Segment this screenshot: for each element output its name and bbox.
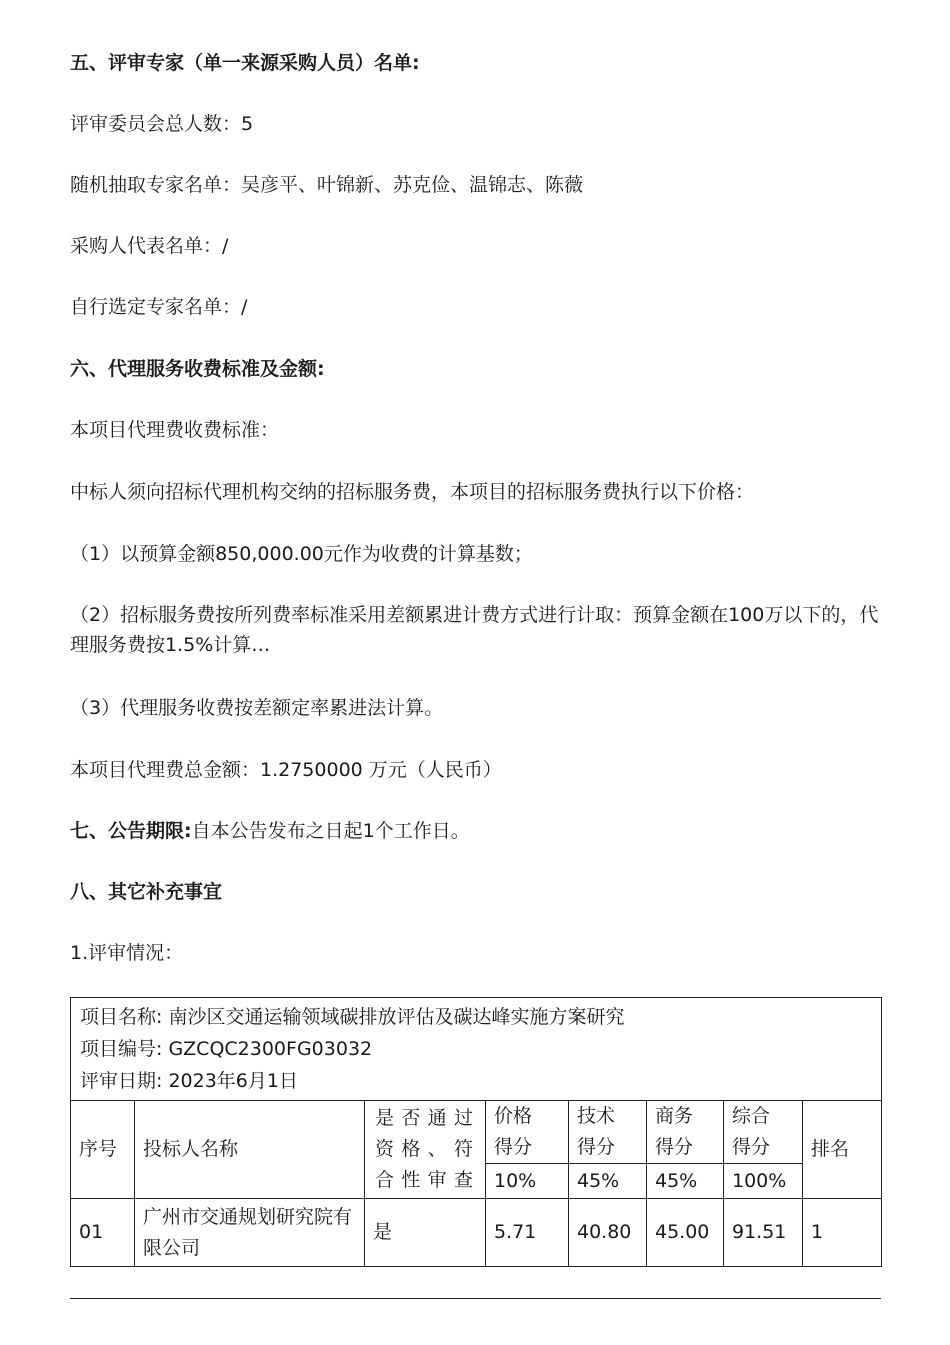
row-seq: 01: [71, 1199, 135, 1267]
row-total: 91.51: [724, 1199, 803, 1267]
header-tech-line-2: 得分: [577, 1136, 616, 1158]
header-biz: [647, 1101, 724, 1164]
fee-standard: 本项目代理费收费标准：: [70, 419, 280, 441]
bottom-divider: [70, 1298, 881, 1299]
header-pass-line-3: 合性审查: [375, 1169, 475, 1191]
header-price: [486, 1101, 569, 1164]
header-bidder: 投标人名称: [135, 1101, 365, 1199]
header-total-line-1: 综合: [732, 1105, 771, 1127]
header-total-line-2: 得分: [732, 1136, 771, 1158]
header-tech-weight: 45%: [569, 1164, 647, 1199]
header-rank: 排名: [803, 1101, 882, 1199]
review-table: [70, 997, 881, 1267]
table-row: [71, 1199, 882, 1267]
row-pass: 是: [365, 1199, 486, 1267]
section-7: [70, 816, 882, 846]
header-seq: 序号: [71, 1101, 135, 1199]
section-8-heading: 八、其它补充事宜: [70, 881, 223, 903]
header-pass-line-1: 是否通过: [375, 1107, 475, 1129]
section-5-heading: 五、评审专家（单一来源采购人员）名单:: [70, 52, 420, 74]
header-price-line-2: 得分: [494, 1136, 533, 1158]
project-name: 项目名称: 南沙区交通运输领域碳排放评估及碳达峰实施方案研究: [80, 1006, 625, 1028]
row-bidder: 广州市交通规划研究院有限公司: [135, 1199, 365, 1267]
header-biz-line-1: 商务: [655, 1105, 694, 1127]
review-date: 评审日期: 2023年6月1日: [80, 1070, 298, 1092]
header-biz-line-2: 得分: [655, 1136, 694, 1158]
section-7-heading: 七、公告期限:: [70, 820, 192, 842]
header-biz-weight: 45%: [647, 1164, 724, 1199]
fee-intro: 中标人须向招标代理机构交纳的招标服务费，本项目的招标服务费执行以下价格：: [70, 481, 755, 503]
header-tech-line-1: 技术: [577, 1105, 616, 1127]
review-subheading: 1.评审情况：: [70, 942, 184, 964]
header-pass: [365, 1101, 486, 1199]
fee-total: 本项目代理费总金额：1.2750000 万元（人民币）: [70, 759, 502, 781]
committee-total: 评审委员会总人数：5: [70, 113, 254, 135]
fee-item-2: （2）招标服务费按所列费率标准采用差额累进计费方式进行计取：预算金额在100万以下的，代理服务费按1.5%计算…: [70, 604, 879, 656]
header-price-line-1: 价格: [494, 1105, 533, 1127]
header-pass-line-2: 资格、符: [375, 1138, 475, 1160]
row-biz: 45.00: [647, 1199, 724, 1267]
self-selected-experts: 自行选定专家名单：/: [70, 296, 248, 318]
project-number: 项目编号: GZCQC2300FG03032: [80, 1038, 373, 1060]
row-rank: 1: [803, 1199, 882, 1267]
header-total-weight: 100%: [724, 1164, 803, 1199]
header-price-weight: 10%: [486, 1164, 569, 1199]
fee-item-1: （1）以预算金额850,000.00元作为收费的计算基数；: [70, 543, 533, 565]
section-6-heading: 六、代理服务收费标准及金额:: [70, 358, 325, 380]
row-price: 5.71: [486, 1199, 569, 1267]
project-info: [71, 998, 882, 1101]
fee-item-3: （3）代理服务收费按差额定率累进法计算。: [70, 697, 444, 719]
random-experts: 随机抽取专家名单：吴彦平、叶锦新、苏克俭、温锦志、陈薇: [70, 174, 584, 196]
header-tech: [569, 1101, 647, 1164]
section-7-text: 自本公告发布之日起1个工作日。: [191, 820, 470, 842]
row-tech: 40.80: [569, 1199, 647, 1267]
buyer-representatives: 采购人代表名单：/: [70, 235, 229, 257]
header-total: [724, 1101, 803, 1164]
